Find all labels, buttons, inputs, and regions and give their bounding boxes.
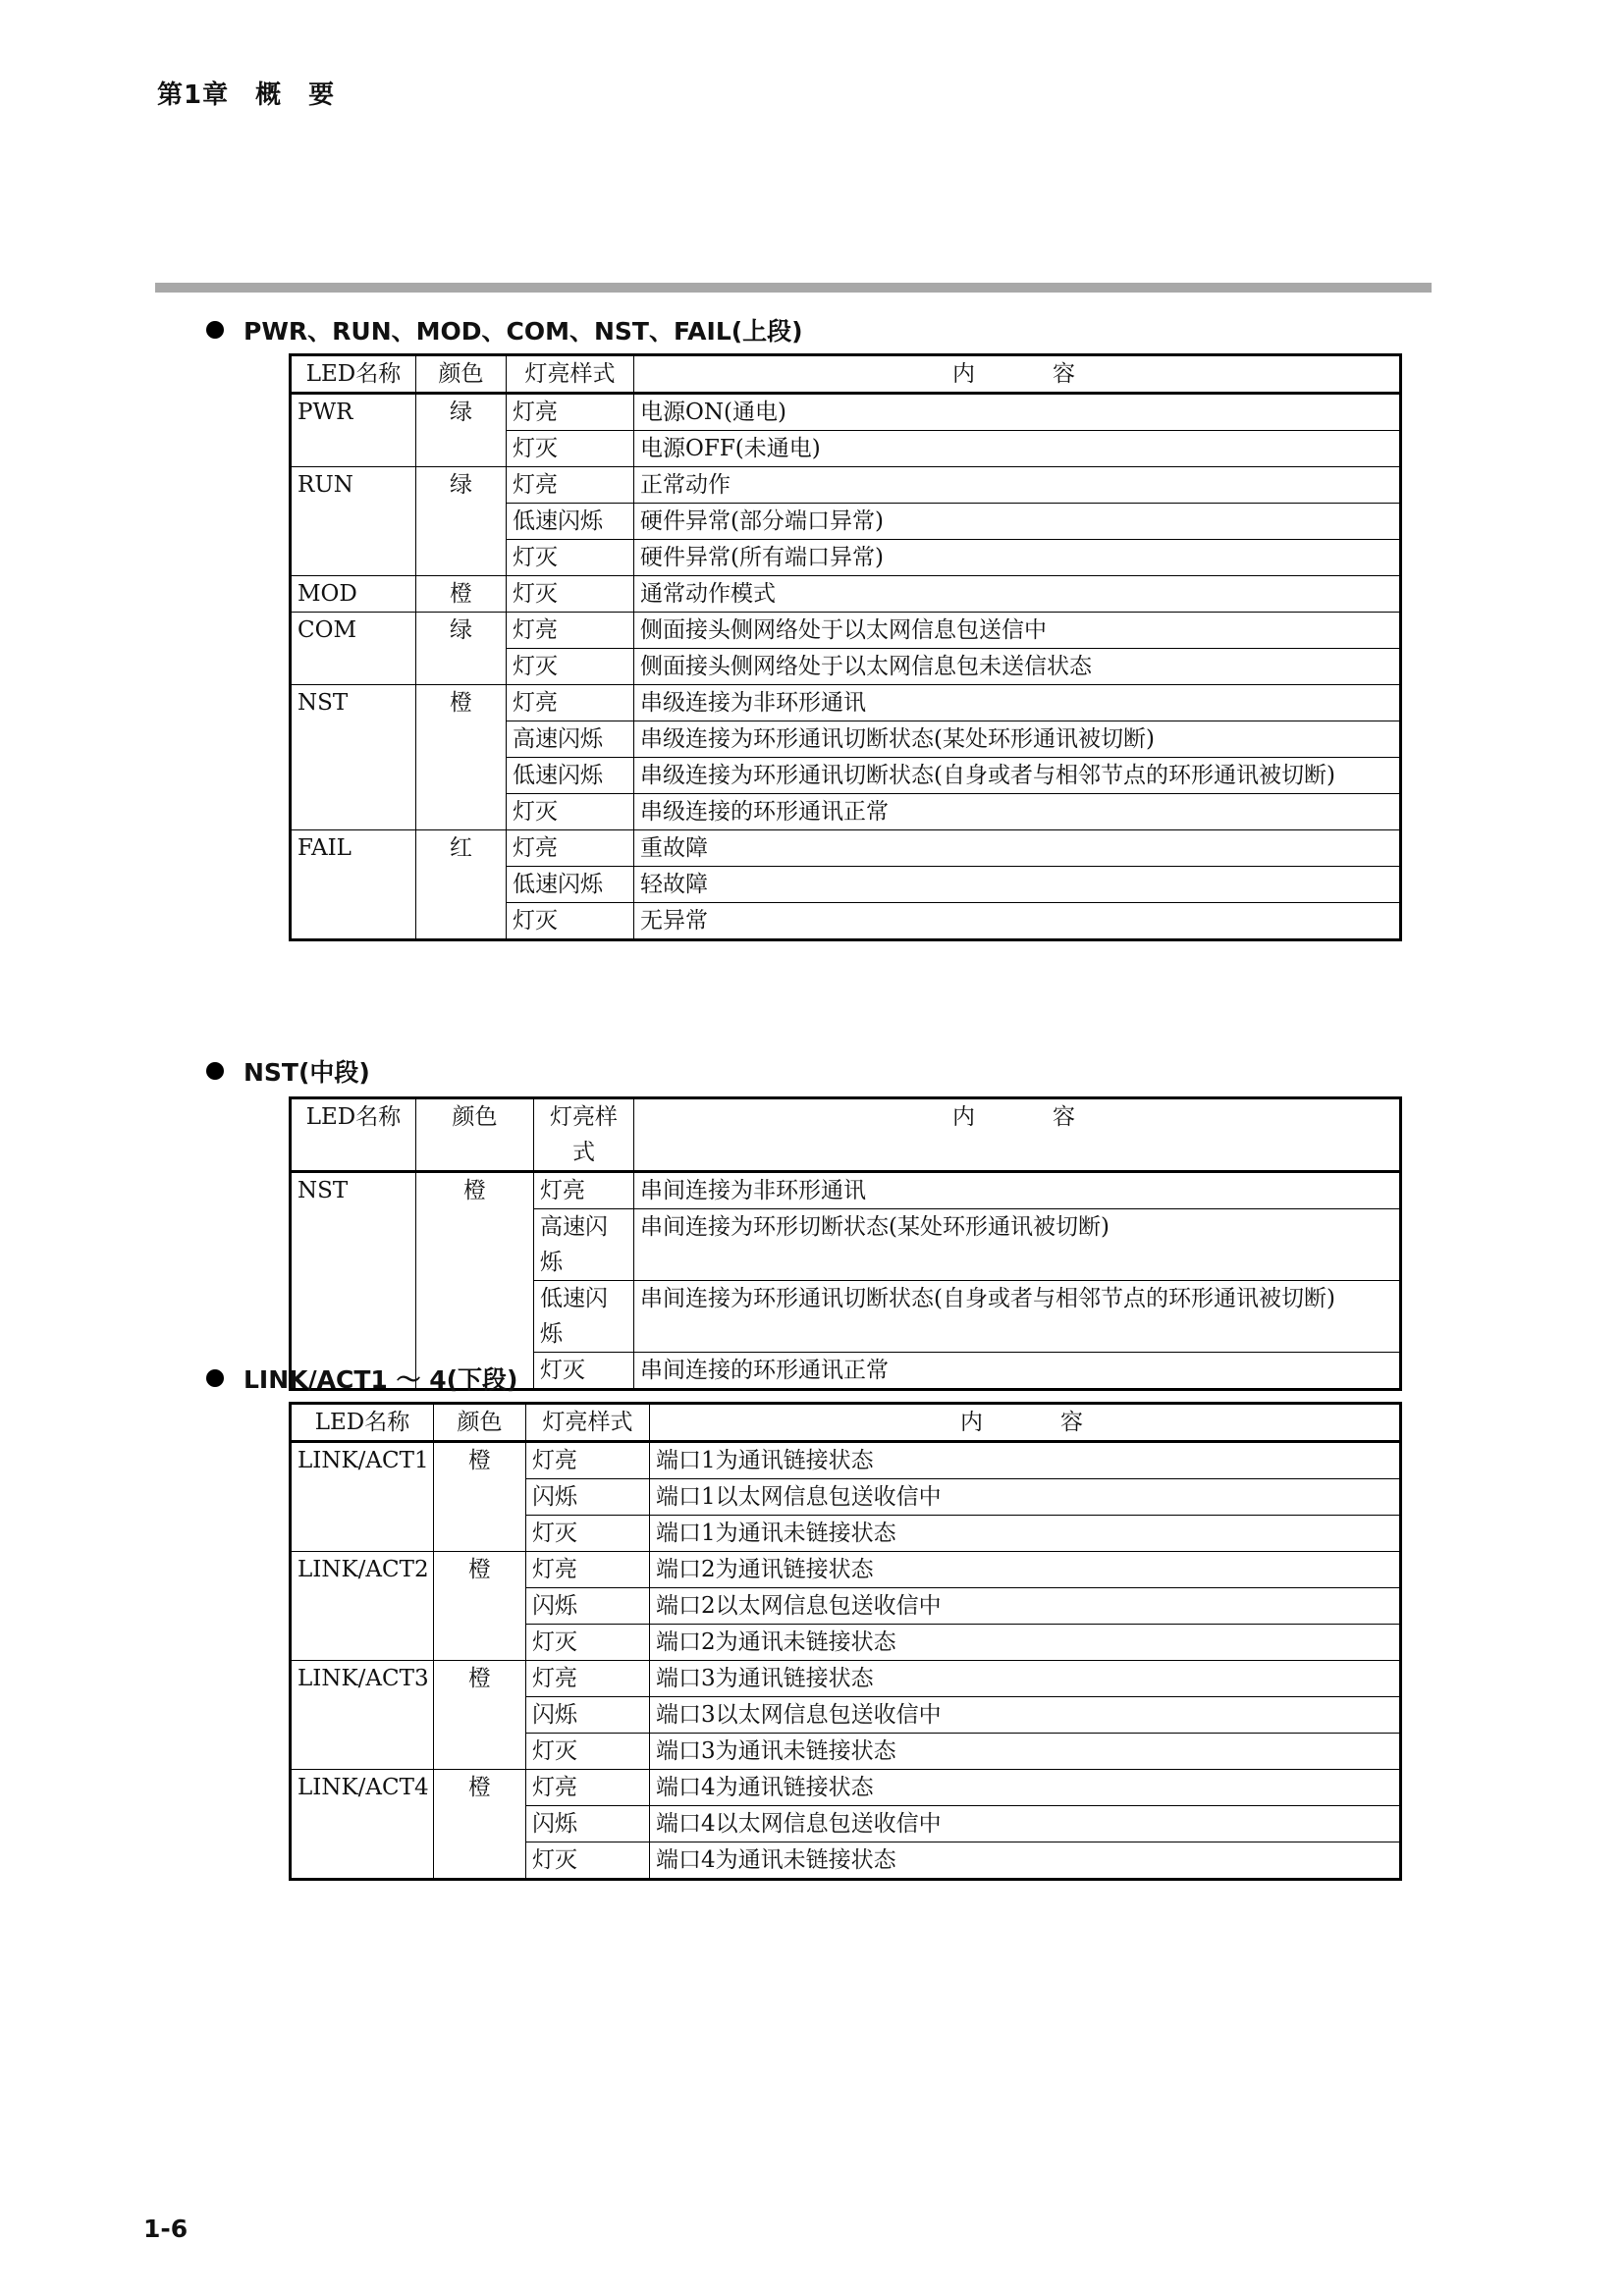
description-cell: 串间连接的环形通讯正常 — [634, 1353, 1401, 1390]
description-cell: 侧面接头侧网络处于以太网信息包未送信状态 — [634, 649, 1401, 685]
led-color-cell: 橙 — [434, 1770, 526, 1880]
pattern-cell: 灯灭 — [526, 1734, 650, 1770]
description-cell: 硬件异常(部分端口异常) — [634, 504, 1401, 540]
pattern-cell: 灯灭 — [526, 1516, 650, 1552]
pattern-cell: 闪烁 — [526, 1588, 650, 1625]
header-led-name: LED名称 — [291, 1404, 434, 1442]
table-row — [291, 394, 1401, 431]
pattern-cell: 灯亮 — [526, 1770, 650, 1806]
led-color-cell: 绿 — [416, 394, 507, 467]
pattern-cell: 灯灭 — [526, 1625, 650, 1661]
pattern-cell: 灯灭 — [534, 1353, 634, 1390]
section-heading-lower — [206, 1361, 517, 1396]
led-name-cell: LINK/ACT4 — [291, 1770, 434, 1880]
header-led-name: LED名称 — [291, 1098, 416, 1172]
pattern-cell: 低速闪烁 — [534, 1281, 634, 1353]
led-color-cell: 橙 — [416, 1172, 534, 1390]
page-number: 1-6 — [143, 2215, 189, 2243]
heading-text: LINK/ACT1 ～ 4(下段) — [244, 1365, 518, 1394]
description-cell: 端口3为通讯未链接状态 — [650, 1734, 1401, 1770]
chapter-title: 第1章 概 要 — [157, 80, 336, 110]
table-header-row — [291, 1404, 1401, 1442]
pattern-cell: 灯亮 — [526, 1442, 650, 1479]
description-cell: 电源ON(通电) — [634, 394, 1401, 431]
bullet-icon — [206, 1062, 224, 1080]
table-row — [291, 576, 1401, 613]
led-name-cell: LINK/ACT3 — [291, 1661, 434, 1770]
table-row — [291, 1172, 1401, 1209]
led-name-cell: LINK/ACT2 — [291, 1552, 434, 1661]
heading-text: PWR、RUN、MOD、COM、NST、FAIL(上段) — [244, 317, 803, 346]
pattern-cell: 灯灭 — [526, 1842, 650, 1880]
description-cell: 端口4以太网信息包送收信中 — [650, 1806, 1401, 1842]
table-row — [291, 685, 1401, 721]
header-color: 颜色 — [416, 355, 507, 394]
heading-text: NST(中段) — [244, 1058, 370, 1087]
description-cell: 无异常 — [634, 903, 1401, 940]
pattern-cell: 闪烁 — [526, 1806, 650, 1842]
description-cell: 串级连接为环形通讯切断状态(自身或者与相邻节点的环形通讯被切断) — [634, 758, 1401, 794]
led-color-cell: 橙 — [416, 576, 507, 613]
description-cell: 端口4为通讯未链接状态 — [650, 1842, 1401, 1880]
table-row — [291, 1442, 1401, 1479]
pattern-cell: 高速闪烁 — [534, 1209, 634, 1281]
table-header-row — [291, 1098, 1401, 1172]
header-pattern: 灯亮样式 — [526, 1404, 650, 1442]
pattern-cell: 低速闪烁 — [507, 867, 634, 903]
header-led-name: LED名称 — [291, 355, 416, 394]
header-color: 颜色 — [434, 1404, 526, 1442]
description-cell: 串间连接为非环形通讯 — [634, 1172, 1401, 1209]
description-cell: 端口4为通讯链接状态 — [650, 1770, 1401, 1806]
header-content: 内 容 — [650, 1404, 1401, 1442]
pattern-cell: 灯灭 — [507, 576, 634, 613]
description-cell: 串间连接为环形切断状态(某处环形通讯被切断) — [634, 1209, 1401, 1281]
description-cell: 串级连接为环形通讯切断状态(某处环形通讯被切断) — [634, 721, 1401, 758]
description-cell: 侧面接头侧网络处于以太网信息包送信中 — [634, 613, 1401, 649]
pattern-cell: 灯亮 — [507, 467, 634, 504]
pattern-cell: 低速闪烁 — [507, 504, 634, 540]
description-cell: 端口2以太网信息包送收信中 — [650, 1588, 1401, 1625]
description-cell: 端口1为通讯链接状态 — [650, 1442, 1401, 1479]
bullet-icon — [206, 1369, 224, 1387]
header-content: 内 容 — [634, 355, 1401, 394]
led-name-cell: MOD — [291, 576, 416, 613]
section-heading-upper — [206, 312, 803, 347]
header-color: 颜色 — [416, 1098, 534, 1172]
led-color-cell: 橙 — [434, 1442, 526, 1552]
description-cell: 轻故障 — [634, 867, 1401, 903]
pattern-cell: 高速闪烁 — [507, 721, 634, 758]
description-cell: 硬件异常(所有端口异常) — [634, 540, 1401, 576]
description-cell: 端口1以太网信息包送收信中 — [650, 1479, 1401, 1516]
pattern-cell: 灯亮 — [507, 613, 634, 649]
pattern-cell: 灯亮 — [534, 1172, 634, 1209]
table-row — [291, 830, 1401, 867]
led-name-cell: NST — [291, 685, 416, 830]
section-heading-middle — [206, 1053, 370, 1089]
led-table-upper — [289, 353, 1402, 941]
led-name-cell: COM — [291, 613, 416, 685]
led-color-cell: 红 — [416, 830, 507, 940]
description-cell: 串级连接为非环形通讯 — [634, 685, 1401, 721]
led-color-cell: 绿 — [416, 467, 507, 576]
led-color-cell: 橙 — [434, 1552, 526, 1661]
description-cell: 串间连接为环形通讯切断状态(自身或者与相邻节点的环形通讯被切断) — [634, 1281, 1401, 1353]
led-color-cell: 橙 — [434, 1661, 526, 1770]
table-row — [291, 613, 1401, 649]
header-pattern: 灯亮样式 — [534, 1098, 634, 1172]
description-cell: 端口2为通讯未链接状态 — [650, 1625, 1401, 1661]
pattern-cell: 低速闪烁 — [507, 758, 634, 794]
led-name-cell: RUN — [291, 467, 416, 576]
pattern-cell: 灯亮 — [526, 1661, 650, 1697]
led-name-cell: LINK/ACT1 — [291, 1442, 434, 1552]
description-cell: 电源OFF(未通电) — [634, 431, 1401, 467]
led-color-cell: 橙 — [416, 685, 507, 830]
led-table-lower — [289, 1402, 1402, 1881]
table-row — [291, 1661, 1401, 1697]
pattern-cell: 灯亮 — [507, 830, 634, 867]
pattern-cell: 灯灭 — [507, 903, 634, 940]
pattern-cell: 闪烁 — [526, 1479, 650, 1516]
pattern-cell: 闪烁 — [526, 1697, 650, 1734]
description-cell: 重故障 — [634, 830, 1401, 867]
bullet-icon — [206, 321, 224, 339]
header-pattern: 灯亮样式 — [507, 355, 634, 394]
description-cell: 正常动作 — [634, 467, 1401, 504]
pattern-cell: 灯灭 — [507, 431, 634, 467]
led-table-middle — [289, 1096, 1402, 1391]
description-cell: 端口1为通讯未链接状态 — [650, 1516, 1401, 1552]
description-cell: 端口3以太网信息包送收信中 — [650, 1697, 1401, 1734]
pattern-cell: 灯亮 — [507, 685, 634, 721]
led-name-cell: PWR — [291, 394, 416, 467]
table-header-row — [291, 355, 1401, 394]
table-row — [291, 1770, 1401, 1806]
description-cell: 端口3为通讯链接状态 — [650, 1661, 1401, 1697]
pattern-cell: 灯灭 — [507, 540, 634, 576]
led-name-cell: NST — [291, 1172, 416, 1390]
led-color-cell: 绿 — [416, 613, 507, 685]
description-cell: 通常动作模式 — [634, 576, 1401, 613]
pattern-cell: 灯灭 — [507, 794, 634, 830]
table-row — [291, 1552, 1401, 1588]
pattern-cell: 灯亮 — [526, 1552, 650, 1588]
table-row — [291, 467, 1401, 504]
description-cell: 端口2为通讯链接状态 — [650, 1552, 1401, 1588]
header-content: 内 容 — [634, 1098, 1401, 1172]
description-cell: 串级连接的环形通讯正常 — [634, 794, 1401, 830]
led-name-cell: FAIL — [291, 830, 416, 940]
pattern-cell: 灯亮 — [507, 394, 634, 431]
section-divider — [155, 283, 1432, 293]
pattern-cell: 灯灭 — [507, 649, 634, 685]
